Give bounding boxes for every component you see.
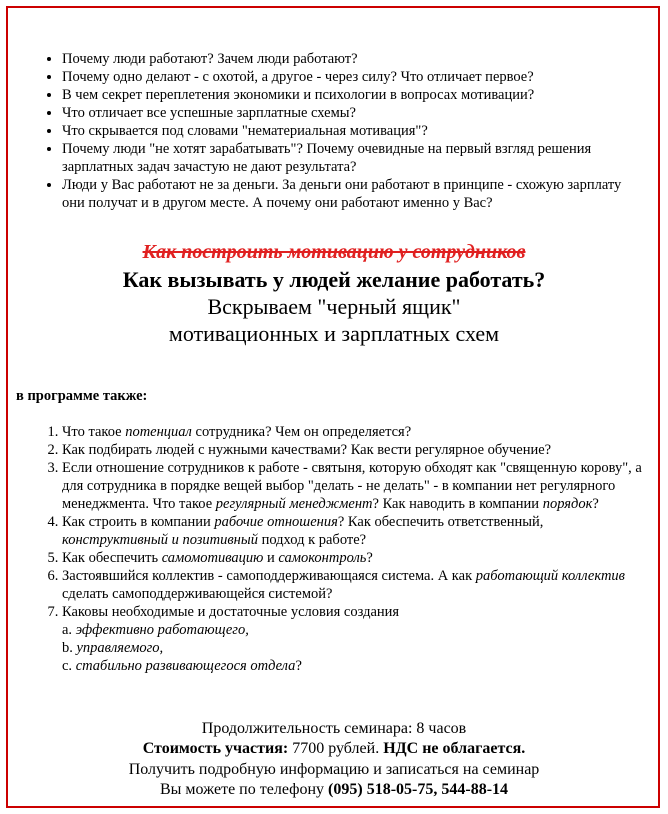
list-item: 1. Что такое потенциал сотрудника? Чем он определяется? bbox=[62, 423, 646, 441]
list-item: 4. Как строить в компании рабочие отношения? Как обеспечить ответственный, конструктивный и позитивный подход к работе? bbox=[62, 513, 646, 549]
sub-list-item: b. управляемого, bbox=[62, 639, 646, 657]
seminar-price bbox=[16, 739, 652, 759]
phone-numbers: (095) 518-05-75, 544-88-14 bbox=[328, 781, 509, 798]
list-item: • Что скрывается под словами "нематериальная мотивация"? bbox=[62, 122, 646, 140]
list-item: 5. Как обеспечить самомотивацию и самоконтроль? bbox=[62, 549, 646, 567]
list-item: • Почему люди работают? Зачем люди работают? bbox=[62, 50, 646, 68]
list-item: • Люди у Вас работают не за деньги. За деньги они работают в принципе - схожую зарплату они получат и в другом месте. А почему они работают именно у Вас? bbox=[62, 176, 646, 212]
main-headline: Как вызывать у людей желание работать? bbox=[122, 267, 546, 292]
sub-list bbox=[62, 621, 646, 675]
program-title: в программе также: bbox=[16, 388, 148, 404]
list-item: 2. Как подбирать людей с нужными качествами? Как вести регулярное обучение? bbox=[62, 441, 646, 459]
list-item: • Что отличает все успешные зарплатные схемы? bbox=[62, 104, 646, 122]
sub-list-item: c. стабильно развивающегося отдела? bbox=[62, 657, 646, 675]
subheadline-line-1: Вскрываем "черный ящик" bbox=[207, 294, 461, 319]
program-list bbox=[16, 423, 646, 675]
list-item: 7. Каковы необходимые и достаточные условия создания a. эффективно работающего, b. управляемого, c. стабильно развивающегося отдела? bbox=[62, 603, 646, 675]
list-item: • Почему люди "не хотят зарабатывать"? Почему очевидные на первый взгляд решения зарплатных задач зачастую не дают результата? bbox=[62, 140, 646, 176]
price-label: Стоимость участия: bbox=[142, 740, 289, 757]
price-value: 7700 рублей. bbox=[288, 740, 384, 757]
seminar-duration: Продолжительность семинара: 8 часов bbox=[201, 720, 467, 737]
questions-list bbox=[16, 50, 646, 212]
info-text: Получить подробную информацию и записаться на семинар bbox=[128, 761, 540, 778]
contact-phone: Вы можете по телефону (095) 518-05-75, 544-88-14 bbox=[159, 781, 509, 798]
list-item: 3. Если отношение сотрудников к работе - святыня, которую обходят как "священную корову", а для сотрудника в порядке вещей выбор "делать - не делать" - в компании нет регулярного менеджмента. Что такое регулярный менеджмент? Как наводить в компании порядок? bbox=[62, 459, 646, 513]
struck-headline: Как построить мотивацию у сотрудников bbox=[142, 241, 526, 263]
list-item: • Почему одно делают - с охотой, а другое - через силу? Что отличает первое? bbox=[62, 68, 646, 86]
list-item: • В чем секрет переплетения экономики и психологии в вопросах мотивации? bbox=[62, 86, 646, 104]
sub-list-item: a. эффективно работающего, bbox=[62, 621, 646, 639]
vat-note: НДС не облагается. bbox=[383, 740, 526, 757]
subheadline-line-2: мотивационных и зарплатных схем bbox=[168, 321, 500, 346]
list-item: 6. Застоявшийся коллектив - самоподдерживающаяся система. А как работающий коллектив сделать самоподдерживающейся системой? bbox=[62, 567, 646, 603]
